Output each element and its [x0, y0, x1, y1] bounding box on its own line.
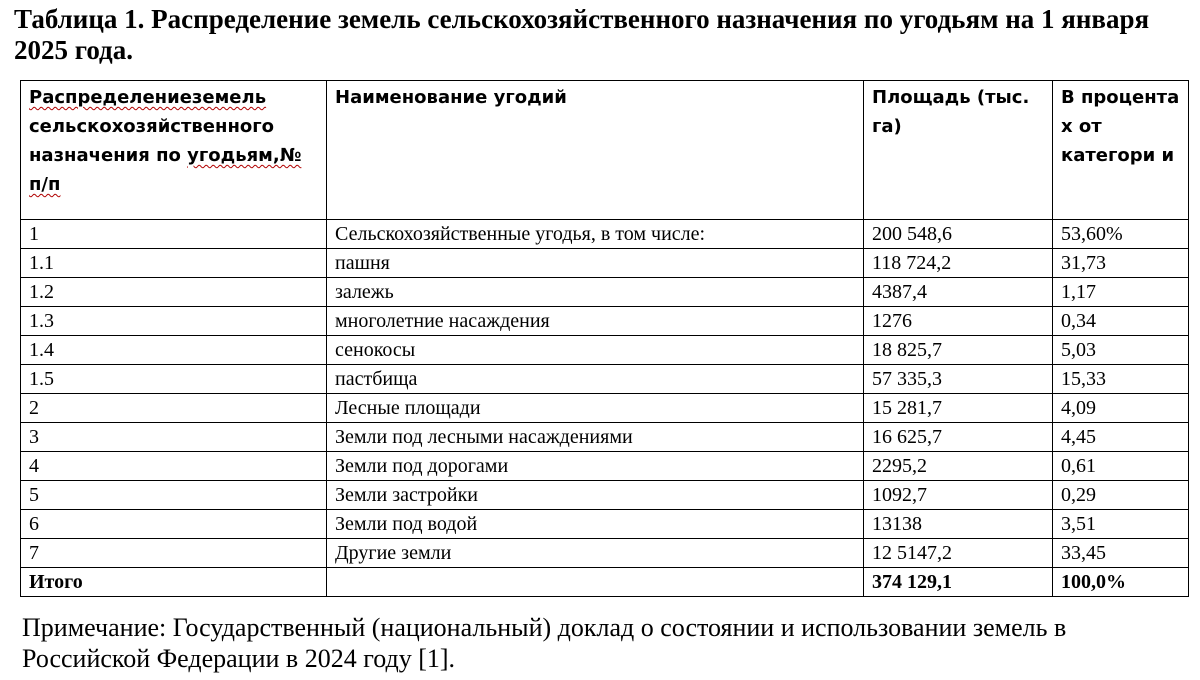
row-area: 4387,4: [864, 278, 1053, 307]
row-percent: 33,45: [1053, 539, 1189, 568]
row-percent: 3,51: [1053, 510, 1189, 539]
header-col1-word1: Распределениеземель: [29, 87, 267, 108]
total-label: Итого: [21, 568, 327, 597]
row-area: 18 825,7: [864, 336, 1053, 365]
row-percent: 31,73: [1053, 249, 1189, 278]
land-distribution-table: [20, 80, 1189, 597]
header-percent-column: В процента х от категори и: [1053, 81, 1189, 220]
row-number: 6: [21, 510, 327, 539]
table-row: [21, 307, 1189, 336]
row-area: 16 625,7: [864, 423, 1053, 452]
header-number-column: [21, 81, 327, 220]
row-name: Сельскохозяйственные угодья, в том числе:: [327, 220, 864, 249]
table-row: [21, 510, 1189, 539]
row-name: залежь: [327, 278, 864, 307]
row-name: сенокосы: [327, 336, 864, 365]
row-percent: 15,33: [1053, 365, 1189, 394]
row-area: 1092,7: [864, 481, 1053, 510]
row-number: 1.4: [21, 336, 327, 365]
table-row: [21, 423, 1189, 452]
row-name: пастбища: [327, 365, 864, 394]
row-number: 1.5: [21, 365, 327, 394]
header-col1-line2: сельскохозяйственного назначения по: [29, 116, 275, 166]
row-percent: 1,17: [1053, 278, 1189, 307]
total-empty-cell: [327, 568, 864, 597]
header-col1-word4: п/п: [29, 174, 61, 195]
row-area: 12 5147,2: [864, 539, 1053, 568]
header-row: [21, 81, 1189, 220]
row-area: 118 724,2: [864, 249, 1053, 278]
row-number: 5: [21, 481, 327, 510]
table-row: [21, 336, 1189, 365]
row-number: 4: [21, 452, 327, 481]
row-name: Земли застройки: [327, 481, 864, 510]
table-row: [21, 365, 1189, 394]
total-area: 374 129,1: [864, 568, 1053, 597]
row-percent: 53,60%: [1053, 220, 1189, 249]
row-name: многолетние насаждения: [327, 307, 864, 336]
table-row: [21, 452, 1189, 481]
table-row: [21, 481, 1189, 510]
table-row: [21, 539, 1189, 568]
row-name: Другие земли: [327, 539, 864, 568]
row-name: Лесные площади: [327, 394, 864, 423]
row-number: 1.2: [21, 278, 327, 307]
row-area: 1276: [864, 307, 1053, 336]
table-row: [21, 220, 1189, 249]
table-row: [21, 249, 1189, 278]
row-number: 7: [21, 539, 327, 568]
row-number: 1.3: [21, 307, 327, 336]
header-col1-word3: угодьям,№: [187, 145, 302, 166]
row-name: пашня: [327, 249, 864, 278]
row-name: Земли под дорогами: [327, 452, 864, 481]
total-row: [21, 568, 1189, 597]
header-area-column: Площадь (тыс. га): [864, 81, 1053, 220]
row-percent: 0,29: [1053, 481, 1189, 510]
row-area: 2295,2: [864, 452, 1053, 481]
row-number: 2: [21, 394, 327, 423]
total-percent: 100,0%: [1053, 568, 1189, 597]
row-number: 1.1: [21, 249, 327, 278]
row-area: 200 548,6: [864, 220, 1053, 249]
row-area: 13138: [864, 510, 1053, 539]
row-percent: 0,61: [1053, 452, 1189, 481]
row-number: 3: [21, 423, 327, 452]
row-name: Земли под лесными насаждениями: [327, 423, 864, 452]
header-name-column: Наименование угодий: [327, 81, 864, 220]
row-number: 1: [21, 220, 327, 249]
source-note: Примечание: Государственный (национальный) доклад о состоянии и использовании земель в Российской Федерации в 2024 году [1].: [22, 613, 1067, 673]
row-percent: 4,09: [1053, 394, 1189, 423]
row-area: 15 281,7: [864, 394, 1053, 423]
row-percent: 4,45: [1053, 423, 1189, 452]
row-area: 57 335,3: [864, 365, 1053, 394]
row-percent: 5,03: [1053, 336, 1189, 365]
row-name: Земли под водой: [327, 510, 864, 539]
table-body: [21, 220, 1189, 597]
table-row: [21, 278, 1189, 307]
table-row: [21, 394, 1189, 423]
table-header: [21, 81, 1189, 220]
table-title: Таблица 1. Распределение земель сельскохозяйственного назначения по угодьям на 1 января 2025 года.: [14, 4, 1150, 65]
row-percent: 0,34: [1053, 307, 1189, 336]
